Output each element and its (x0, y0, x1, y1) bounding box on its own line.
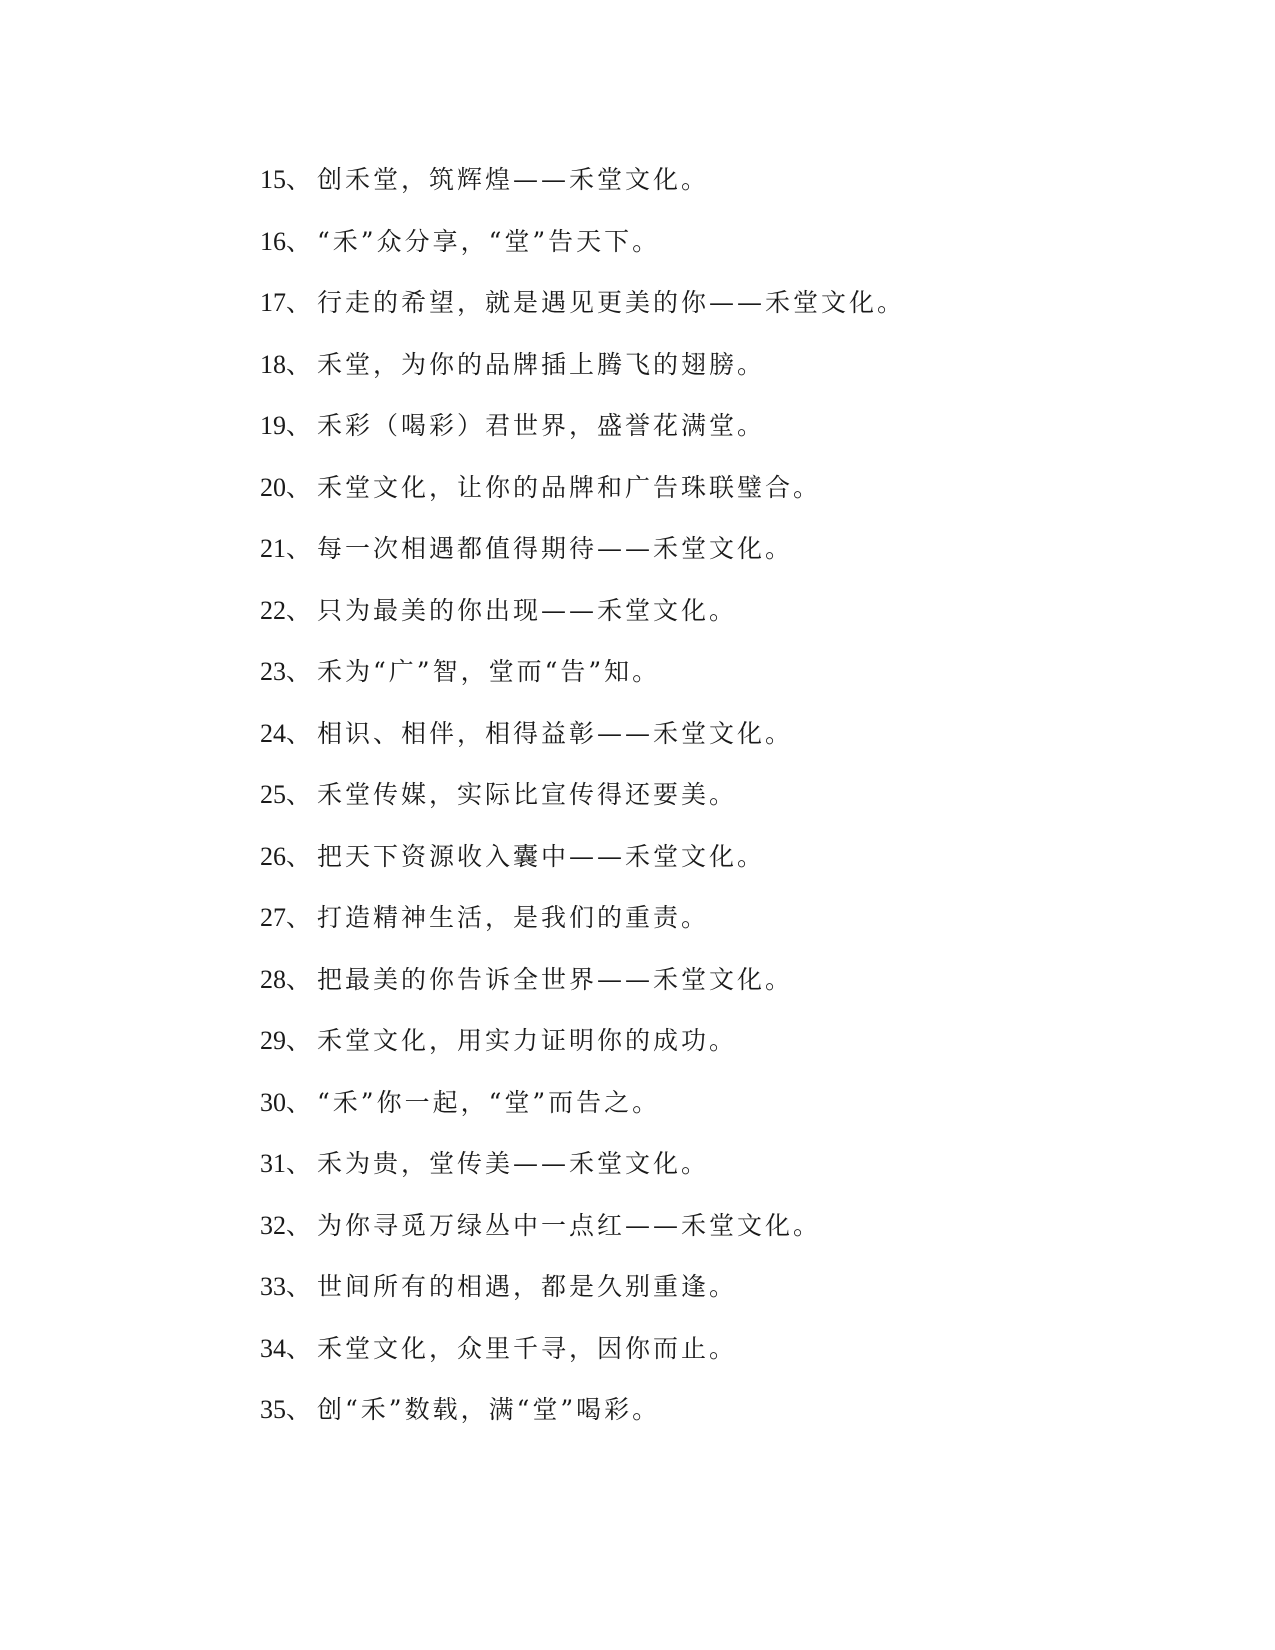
line-number: 27 (260, 903, 286, 932)
line-text: 打造精神生活，是我们的重责。 (317, 903, 710, 932)
line-separator: 、 (286, 718, 312, 748)
line-separator: 、 (286, 1333, 312, 1363)
line-number: 35 (260, 1395, 286, 1424)
line-text: 创禾堂，筑辉煌——禾堂文化。 (317, 165, 710, 194)
line-number: 16 (260, 226, 286, 256)
line-number: 24 (260, 718, 286, 748)
line-number: 23 (260, 657, 286, 686)
slogan-line-25 (260, 775, 905, 837)
slogan-line-32 (260, 1206, 905, 1268)
line-separator: 、 (286, 472, 312, 502)
slogan-line-26 (260, 837, 905, 899)
line-number: 21 (260, 534, 286, 563)
line-separator: 、 (286, 349, 312, 379)
slogan-line-21 (260, 529, 905, 591)
line-text: 禾堂文化，让你的品牌和广告珠联璧合。 (317, 472, 822, 502)
line-separator: 、 (286, 964, 312, 994)
line-number: 18 (260, 349, 286, 379)
line-number: 33 (260, 1272, 286, 1301)
slogan-line-15 (260, 160, 905, 222)
line-separator: 、 (286, 1272, 312, 1301)
line-separator: 、 (286, 903, 312, 932)
line-text: 创“禾”数载，满“堂”喝彩。 (317, 1395, 661, 1424)
line-text: 相识、相伴，相得益彰——禾堂文化。 (317, 718, 794, 748)
line-number: 15 (260, 165, 286, 194)
line-text: 禾堂传媒，实际比宣传得还要美。 (317, 780, 738, 809)
line-separator: 、 (286, 1395, 312, 1424)
line-separator: 、 (286, 780, 312, 809)
slogan-line-27 (260, 898, 905, 960)
line-number: 28 (260, 964, 286, 994)
line-text: “禾”众分享，“堂”告天下。 (317, 226, 661, 256)
line-text: 禾为贵，堂传美——禾堂文化。 (317, 1149, 710, 1178)
line-number: 34 (260, 1333, 286, 1363)
line-text: 禾为“广”智，堂而“告”知。 (317, 657, 661, 686)
line-text: 只为最美的你出现——禾堂文化。 (317, 595, 738, 625)
line-text: “禾”你一起，“堂”而告之。 (317, 1087, 661, 1117)
slogan-line-30 (260, 1083, 905, 1145)
line-number: 29 (260, 1026, 286, 1055)
slogan-line-23 (260, 652, 905, 714)
line-separator: 、 (286, 165, 312, 194)
slogan-line-16 (260, 222, 905, 284)
line-number: 32 (260, 1210, 286, 1240)
slogan-line-22 (260, 591, 905, 653)
slogan-line-33 (260, 1267, 905, 1329)
line-separator: 、 (286, 595, 312, 625)
line-text: 禾堂文化，用实力证明你的成功。 (317, 1026, 738, 1055)
line-number: 31 (260, 1149, 286, 1178)
line-text: 行走的希望，就是遇见更美的你——禾堂文化。 (317, 288, 906, 317)
line-separator: 、 (286, 1149, 312, 1178)
line-text: 为你寻觅万绿丛中一点红——禾堂文化。 (317, 1210, 822, 1240)
slogan-list (260, 160, 905, 1452)
line-number: 17 (260, 288, 286, 317)
line-separator: 、 (286, 841, 312, 871)
line-separator: 、 (286, 1210, 312, 1240)
slogan-line-18 (260, 345, 905, 407)
slogan-line-20 (260, 468, 905, 530)
slogan-line-31 (260, 1144, 905, 1206)
slogan-line-35 (260, 1390, 905, 1452)
line-text: 世间所有的相遇，都是久别重逢。 (317, 1272, 738, 1301)
slogan-line-29 (260, 1021, 905, 1083)
slogan-line-19 (260, 406, 905, 468)
line-text: 禾堂，为你的品牌插上腾飞的翅膀。 (317, 349, 766, 379)
line-separator: 、 (286, 534, 312, 563)
line-number: 26 (260, 841, 286, 871)
line-text: 每一次相遇都值得期待——禾堂文化。 (317, 534, 794, 563)
line-number: 22 (260, 595, 286, 625)
line-text: 禾彩（喝彩）君世界，盛誉花满堂。 (317, 411, 766, 440)
line-text: 禾堂文化，众里千寻，因你而止。 (317, 1333, 738, 1363)
line-number: 19 (260, 411, 286, 440)
line-text: 把最美的你告诉全世界——禾堂文化。 (317, 964, 794, 994)
slogan-line-24 (260, 714, 905, 776)
line-number: 20 (260, 472, 286, 502)
line-number: 30 (260, 1087, 286, 1117)
line-separator: 、 (286, 226, 312, 256)
line-separator: 、 (286, 1026, 312, 1055)
line-text: 把天下资源收入囊中——禾堂文化。 (317, 841, 766, 871)
line-separator: 、 (286, 288, 312, 317)
slogan-line-17 (260, 283, 905, 345)
slogan-line-34 (260, 1329, 905, 1391)
slogan-line-28 (260, 960, 905, 1022)
line-separator: 、 (286, 411, 312, 440)
line-separator: 、 (286, 657, 312, 686)
line-separator: 、 (286, 1087, 312, 1117)
line-number: 25 (260, 780, 286, 809)
